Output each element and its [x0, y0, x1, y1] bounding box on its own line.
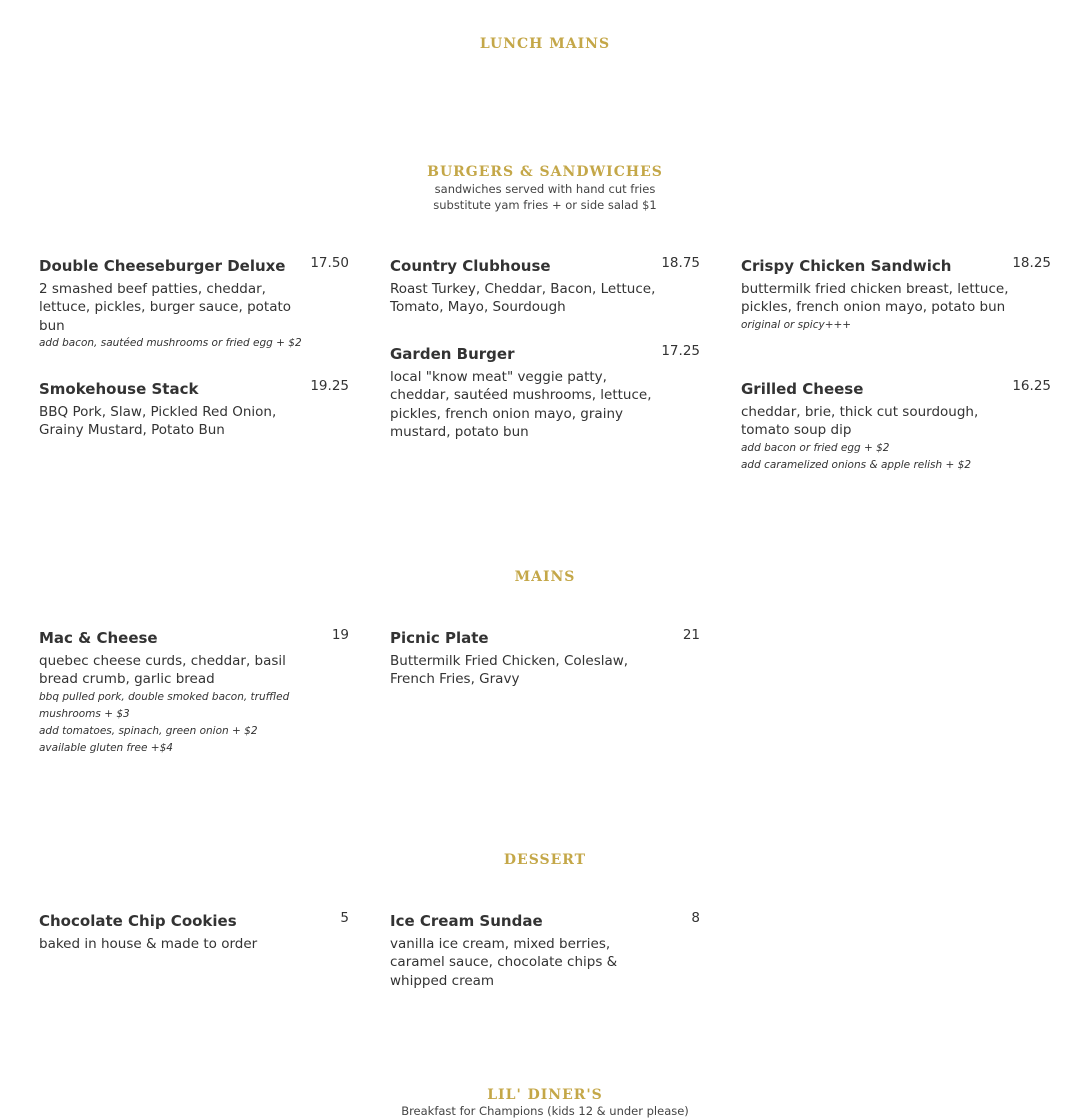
- menu-item: [39, 256, 349, 352]
- item-price: 19: [331, 627, 349, 643]
- menu-item: [741, 379, 1051, 474]
- item-name: Chocolate Chip Cookies: [39, 912, 237, 930]
- item-description: buttermilk fried chicken breast, lettuce, pickles, french onion mayo, potato bun: [741, 281, 1009, 316]
- item-price: 17.50: [310, 255, 349, 271]
- menu-item: [390, 628, 700, 689]
- item-price: 18.75: [661, 255, 700, 271]
- item-description: quebec cheese curds, cheddar, basil bread crumb, garlic bread: [39, 653, 286, 688]
- item-note: add bacon, sautéed mushrooms or fried egg + $2: [39, 336, 302, 349]
- section-title-burgers-sandwiches: BURGERS & SANDWICHES: [427, 164, 663, 180]
- item-price: 16.25: [1012, 378, 1051, 394]
- item-note: bbq pulled pork, double smoked bacon, truffled mushrooms + $3: [39, 690, 290, 720]
- menu-item: [39, 379, 349, 440]
- item-name: Garden Burger: [390, 345, 515, 363]
- item-description: Roast Turkey, Cheddar, Bacon, Lettuce, Tomato, Mayo, Sourdough: [390, 281, 656, 316]
- item-name: Smokehouse Stack: [39, 380, 199, 398]
- item-price: 8: [691, 910, 700, 926]
- item-price: 5: [340, 910, 349, 926]
- item-note: add caramelized onions & apple relish + $2: [741, 458, 972, 471]
- section-title-lunch-mains: LUNCH MAINS: [479, 36, 611, 52]
- menu-item: [39, 911, 349, 953]
- item-name: Mac & Cheese: [39, 629, 158, 647]
- item-name: Double Cheeseburger Deluxe: [39, 257, 286, 275]
- menu-item: [741, 256, 1051, 334]
- item-note: add tomatoes, spinach, green onion + $2: [39, 724, 258, 737]
- item-description: Buttermilk Fried Chicken, Coleslaw, French Fries, Gravy: [390, 653, 629, 688]
- item-description: local "know meat" veggie patty, cheddar, sautéed mushrooms, lettuce, pickles, french onion mayo, grainy mustard, potato bun: [390, 369, 652, 440]
- menu-item: [390, 256, 700, 317]
- item-description: 2 smashed beef patties, cheddar, lettuce, pickles, burger sauce, potato bun: [39, 281, 292, 334]
- item-name: Ice Cream Sundae: [390, 912, 543, 930]
- menu-item: [390, 911, 700, 990]
- section-title-dessert: DESSERT: [503, 852, 587, 868]
- item-price: 19.25: [310, 378, 349, 394]
- section-title-mains: MAINS: [514, 569, 576, 585]
- item-note: original or spicy+++: [741, 318, 852, 331]
- item-description: cheddar, brie, thick cut sourdough, tomato soup dip: [741, 404, 979, 439]
- item-note: available gluten free +$4: [39, 741, 173, 754]
- menu-item: [39, 628, 349, 757]
- section-title-lil-diners: LIL' DINER'S: [487, 1087, 603, 1103]
- item-name: Picnic Plate: [390, 629, 489, 647]
- item-name: Country Clubhouse: [390, 257, 551, 275]
- item-note: add bacon or fried egg + $2: [741, 441, 890, 454]
- section-subtitle-fries: sandwiches served with hand cut fries: [434, 182, 656, 196]
- item-name: Crispy Chicken Sandwich: [741, 257, 952, 275]
- section-subtitle-substitute: substitute yam fries + or side salad $1: [433, 198, 657, 212]
- item-description: baked in house & made to order: [39, 936, 258, 952]
- section-subtitle-kids: Breakfast for Champions (kids 12 & under please): [401, 1104, 689, 1118]
- item-description: BBQ Pork, Slaw, Pickled Red Onion, Grainy Mustard, Potato Bun: [39, 404, 277, 439]
- item-description: vanilla ice cream, mixed berries, caramel sauce, chocolate chips & whipped cream: [390, 936, 618, 989]
- item-price: 21: [682, 627, 700, 643]
- item-name: Grilled Cheese: [741, 380, 864, 398]
- item-price: 17.25: [661, 343, 700, 359]
- menu-item: [390, 344, 700, 441]
- item-price: 18.25: [1012, 255, 1051, 271]
